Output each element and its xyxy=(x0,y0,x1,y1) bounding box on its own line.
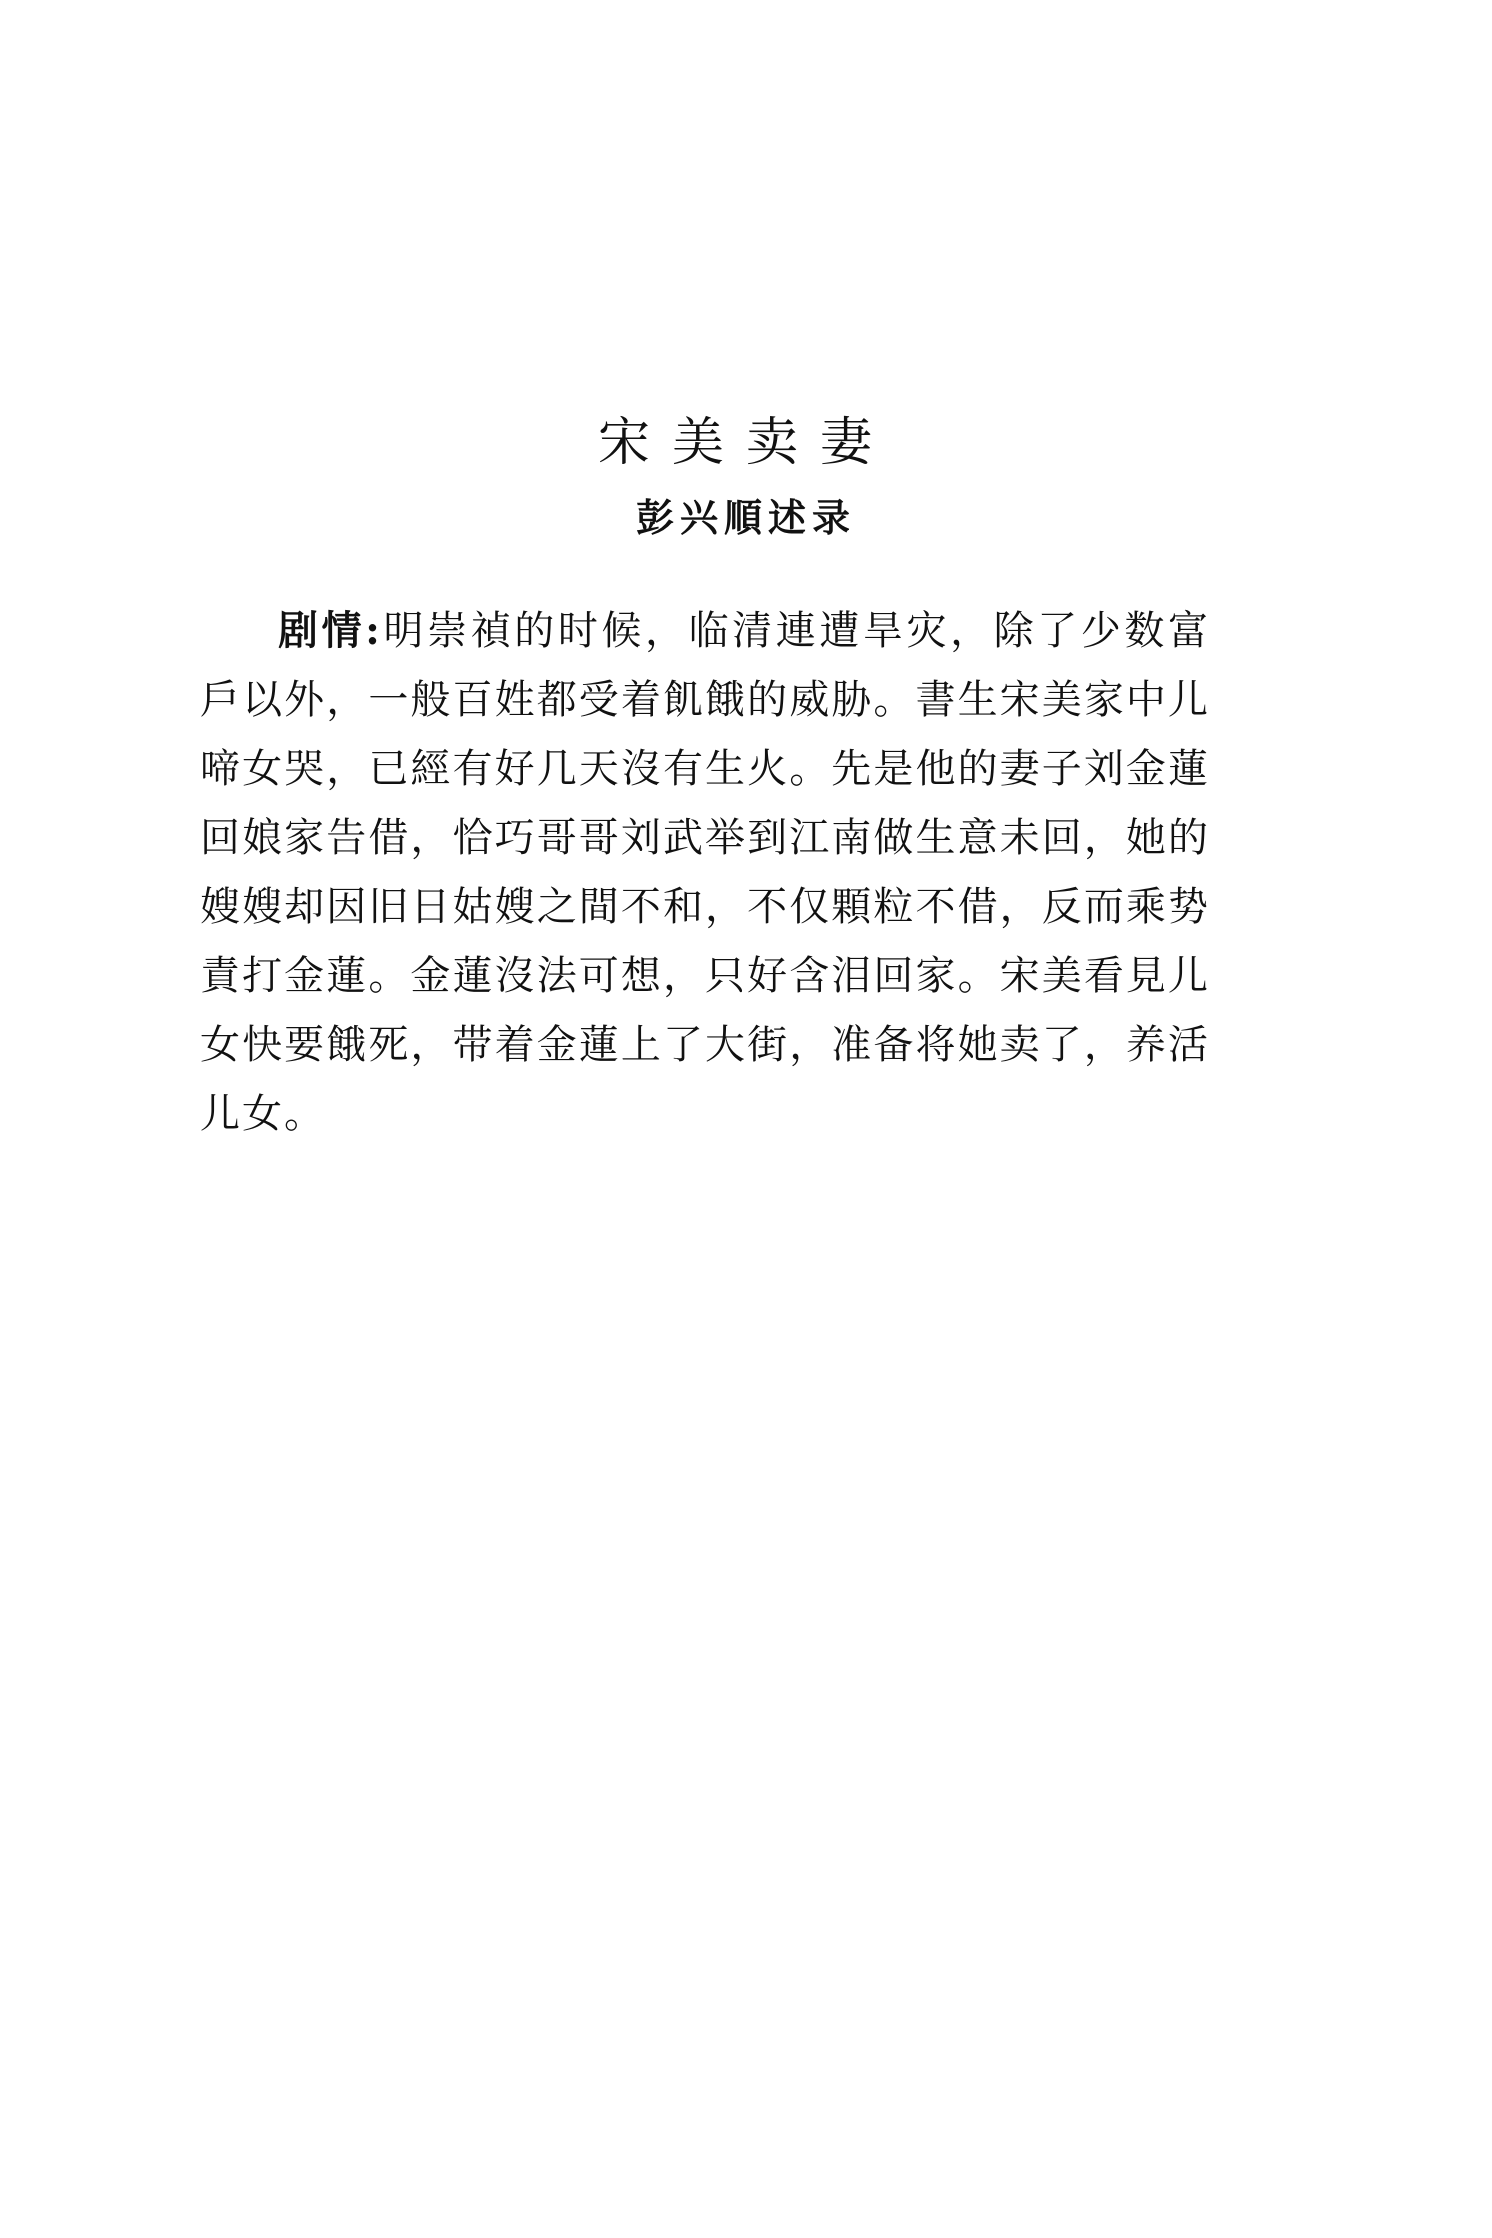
synopsis-label: 剧情: xyxy=(278,607,382,654)
synopsis-paragraph xyxy=(200,596,1210,1149)
page-title: 宋美卖妻 xyxy=(597,413,894,473)
author-line: 彭兴順述录 xyxy=(635,495,856,540)
synopsis-text: 明崇禎的时候，临清連遭旱灾，除了少数富戶以外，一般百姓都受着飢餓的威胁。書生宋美家中儿啼女哭，已經有好几天沒有生火。先是他的妻子刘金蓮回娘家告借，恰巧哥哥刘武举到江南做生意未回，她的嫂嫂却因旧日姑嫂之間不和，不仅顆粒不借，反而乘势責打金蓮。金蓮沒法可想，只好含泪回家。宋美看見儿女快要餓死，带着金蓮上了大街，准备将她卖了，养活儿女。 xyxy=(200,608,1211,1137)
